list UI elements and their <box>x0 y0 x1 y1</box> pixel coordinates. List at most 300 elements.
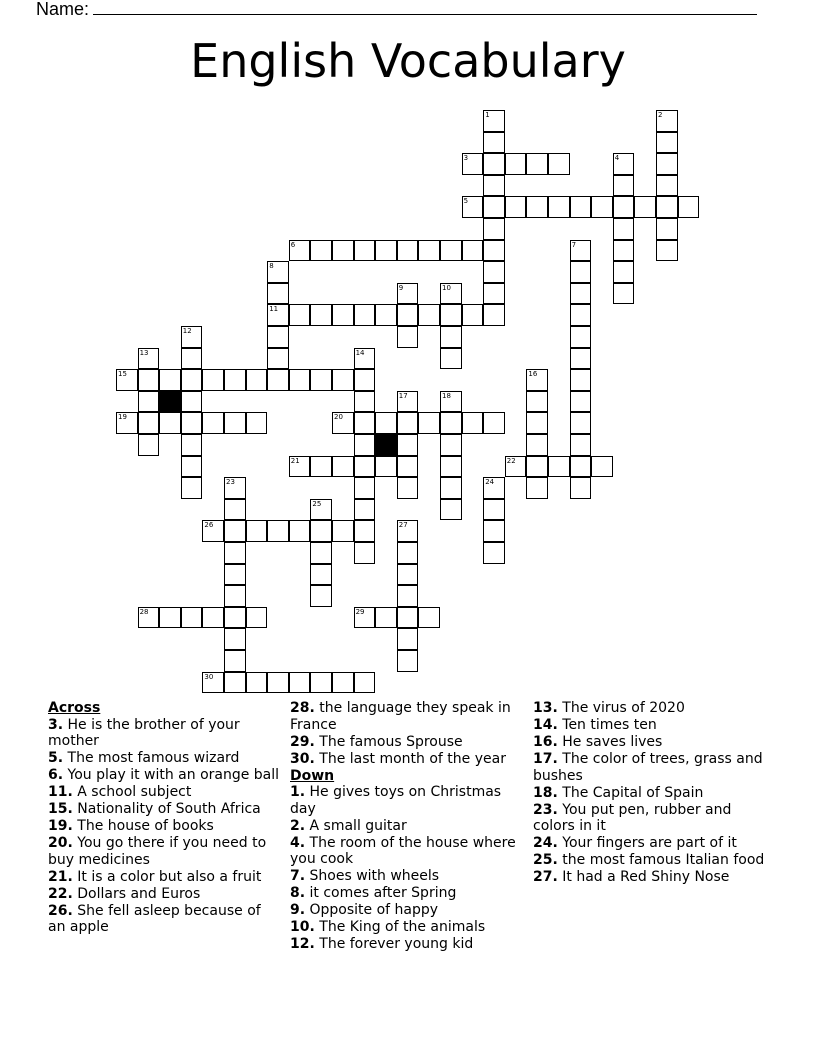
grid-cell[interactable] <box>483 542 505 564</box>
grid-cell[interactable] <box>159 369 181 391</box>
grid-cell[interactable] <box>246 672 268 694</box>
grid-cell[interactable] <box>224 650 246 672</box>
grid-cell[interactable] <box>570 240 592 262</box>
grid-cell[interactable] <box>202 607 224 629</box>
clue-number: 4 <box>614 154 620 163</box>
clue-number: 3 <box>463 154 469 163</box>
grid-cell[interactable] <box>375 304 397 326</box>
grid-cell[interactable] <box>591 456 613 478</box>
clue-number-label: 29. <box>290 733 315 750</box>
grid-cell[interactable] <box>483 132 505 154</box>
grid-cell[interactable] <box>483 110 505 132</box>
clue-across <box>48 801 280 818</box>
clue-text: Dollars and Euros <box>77 885 201 902</box>
clue-number: 7 <box>571 240 577 249</box>
grid-cell[interactable] <box>354 304 376 326</box>
grid-cell[interactable] <box>289 520 311 542</box>
grid-cell[interactable] <box>397 240 419 262</box>
clue-text: The room of the house where you cook <box>290 834 516 867</box>
clue-text: It had a Red Shiny Nose <box>562 869 730 885</box>
grid-cell[interactable] <box>397 542 419 564</box>
clue-number: 26 <box>204 521 214 530</box>
grid-cell[interactable] <box>505 196 527 218</box>
grid-cell[interactable] <box>570 477 592 499</box>
grid-cell[interactable] <box>138 369 160 391</box>
grid-cell[interactable] <box>289 456 311 478</box>
clue-column-1 <box>48 700 280 936</box>
grid-cell[interactable] <box>138 434 160 456</box>
clue-number-label: 13. <box>533 700 558 716</box>
grid-cell[interactable] <box>613 153 635 175</box>
grid-cell[interactable] <box>181 607 203 629</box>
grid-cell[interactable] <box>483 240 505 262</box>
grid-cell[interactable] <box>526 456 548 478</box>
grid-cell[interactable] <box>440 434 462 456</box>
clue-down <box>290 784 522 817</box>
grid-cell[interactable] <box>397 607 419 629</box>
clue-number: 18 <box>442 391 451 400</box>
clue-down <box>290 936 522 953</box>
clue-number-label: 27. <box>533 869 558 885</box>
grid-cell[interactable] <box>267 261 289 283</box>
grid-cell[interactable] <box>181 326 203 348</box>
clue-number-label: 21. <box>48 868 73 885</box>
clue-down <box>533 717 773 734</box>
grid-cell[interactable] <box>548 153 570 175</box>
grid-cell[interactable] <box>267 304 289 326</box>
clue-text: He gives toys on Christmas day <box>290 784 502 817</box>
grid-cell[interactable] <box>656 132 678 154</box>
grid-cell[interactable] <box>526 196 548 218</box>
grid-cell[interactable] <box>505 153 527 175</box>
grid-cell[interactable] <box>159 607 181 629</box>
grid-cell[interactable] <box>570 348 592 370</box>
clue-text: He is the brother of your mother <box>48 716 240 749</box>
clue-number: 29 <box>355 607 365 616</box>
grid-cell[interactable] <box>570 283 592 305</box>
grid-cell[interactable] <box>440 348 462 370</box>
clue-text: A small guitar <box>309 817 407 834</box>
grid-cell[interactable] <box>656 218 678 240</box>
clue-number-label: 11. <box>48 784 73 800</box>
grid-cell[interactable] <box>656 110 678 132</box>
clue-across <box>48 717 280 750</box>
grid-cell[interactable] <box>224 585 246 607</box>
grid-cell[interactable] <box>505 456 527 478</box>
clue-text: The King of the animals <box>319 919 486 935</box>
grid-cell[interactable] <box>159 412 181 434</box>
grid-cell[interactable] <box>397 628 419 650</box>
grid-cell[interactable] <box>418 412 440 434</box>
grid-cell[interactable] <box>656 240 678 262</box>
clue-across <box>48 750 280 767</box>
grid-cell[interactable] <box>354 348 376 370</box>
grid-cell[interactable] <box>483 499 505 521</box>
grid-cell[interactable] <box>310 585 332 607</box>
grid-cell[interactable] <box>289 240 311 262</box>
clue-number: 30 <box>204 672 214 681</box>
clue-number-label: 10. <box>290 919 315 935</box>
clue-column-2 <box>290 700 522 953</box>
grid-cell[interactable] <box>310 456 332 478</box>
clue-text: The famous Sprouse <box>319 733 463 750</box>
grid-cell[interactable] <box>613 175 635 197</box>
grid-cell[interactable] <box>526 434 548 456</box>
clue-column-3 <box>533 700 773 886</box>
grid-cell[interactable] <box>202 369 224 391</box>
clue-number-label: 18. <box>533 784 558 801</box>
grid-cell[interactable] <box>613 240 635 262</box>
clue-text: it comes after Spring <box>309 885 457 901</box>
grid-cell[interactable] <box>375 240 397 262</box>
grid-cell[interactable] <box>354 672 376 694</box>
grid-cell[interactable] <box>440 499 462 521</box>
grid-cell[interactable] <box>116 369 138 391</box>
grid-cell[interactable] <box>138 607 160 629</box>
clue-across <box>48 869 280 886</box>
grid-cell[interactable] <box>224 369 246 391</box>
grid-cell[interactable] <box>310 499 332 521</box>
clue-number-label: 12. <box>290 936 315 952</box>
clue-text: The house of books <box>77 818 214 834</box>
grid-cell[interactable] <box>656 196 678 218</box>
clue-down <box>533 751 773 784</box>
grid-cell[interactable] <box>138 412 160 434</box>
grid-cell[interactable] <box>462 412 484 434</box>
grid-cell[interactable] <box>310 304 332 326</box>
clue-down <box>290 818 522 835</box>
clue-across <box>48 767 280 784</box>
clue-number: 14 <box>355 348 365 357</box>
grid-cell[interactable] <box>224 564 246 586</box>
across-header: Across <box>48 700 101 716</box>
grid-cell[interactable] <box>310 672 332 694</box>
grid-cell[interactable] <box>548 196 570 218</box>
grid-cell[interactable] <box>440 304 462 326</box>
clue-number: 23 <box>226 478 235 487</box>
grid-cell[interactable] <box>591 196 613 218</box>
grid-cell[interactable] <box>267 672 289 694</box>
clue-number-label: 3. <box>48 716 64 733</box>
grid-cell[interactable] <box>570 196 592 218</box>
clue-number: 27 <box>398 521 408 530</box>
grid-cell[interactable] <box>116 412 138 434</box>
grid-cell[interactable] <box>181 434 203 456</box>
clue-number: 11 <box>269 305 279 314</box>
grid-cell[interactable] <box>267 369 289 391</box>
grid-cell[interactable] <box>613 218 635 240</box>
grid-cell[interactable] <box>332 304 354 326</box>
grid-cell[interactable] <box>634 196 656 218</box>
grid-cell[interactable] <box>613 283 635 305</box>
grid-cell[interactable] <box>224 542 246 564</box>
clue-across <box>290 751 522 768</box>
grid-cell[interactable] <box>310 564 332 586</box>
grid-cell[interactable] <box>246 520 268 542</box>
page-title: English Vocabulary <box>190 34 626 88</box>
grid-cell[interactable] <box>397 477 419 499</box>
clue-text: The last month of the year <box>319 750 506 767</box>
grid-cell[interactable] <box>224 672 246 694</box>
clue-number: 15 <box>118 370 127 379</box>
grid-cell[interactable] <box>354 434 376 456</box>
grid-cell[interactable] <box>483 175 505 197</box>
grid-cell[interactable] <box>440 326 462 348</box>
grid-cell[interactable] <box>332 412 354 434</box>
grid-cell[interactable] <box>397 326 419 348</box>
grid-cell[interactable] <box>138 391 160 413</box>
clue-number-label: 4. <box>290 834 306 851</box>
clue-number: 1 <box>485 111 490 119</box>
grid-cell[interactable] <box>526 477 548 499</box>
grid-cell[interactable] <box>181 477 203 499</box>
clue-number: 20 <box>334 413 343 422</box>
clue-text: You put pen, rubber and colors in it <box>533 801 732 834</box>
clue-text: the language they speak in France <box>290 700 511 733</box>
grid-cell[interactable] <box>526 369 548 391</box>
clue-number-label: 14. <box>533 717 558 733</box>
grid-cell[interactable] <box>354 499 376 521</box>
grid-cell[interactable] <box>354 542 376 564</box>
clue-down <box>533 785 773 802</box>
clue-across <box>48 818 280 835</box>
grid-cell[interactable] <box>224 477 246 499</box>
clue-text: You play it with an orange ball <box>67 767 280 783</box>
grid-cell[interactable] <box>138 348 160 370</box>
grid-cell[interactable] <box>375 456 397 478</box>
grid-cell[interactable] <box>462 240 484 262</box>
grid-cell[interactable] <box>397 520 419 542</box>
clue-number-label: 16. <box>533 734 558 750</box>
grid-cell[interactable] <box>440 456 462 478</box>
grid-cell[interactable] <box>526 412 548 434</box>
clue-number: 13 <box>139 348 149 357</box>
clue-number: 9 <box>398 283 404 292</box>
clue-number-label: 25. <box>533 852 558 868</box>
grid-cell[interactable] <box>397 412 419 434</box>
grid-cell[interactable] <box>483 261 505 283</box>
grid-cell[interactable] <box>483 477 505 499</box>
clue-number-label: 7. <box>290 868 306 884</box>
black-cell <box>159 391 181 413</box>
grid-cell[interactable] <box>181 456 203 478</box>
grid-cell[interactable] <box>613 261 635 283</box>
grid-cell[interactable] <box>678 196 700 218</box>
clue-text: The most famous wizard <box>67 750 240 766</box>
clue-down <box>290 902 522 919</box>
grid-cell[interactable] <box>354 607 376 629</box>
grid-cell[interactable] <box>462 196 484 218</box>
grid-cell[interactable] <box>440 477 462 499</box>
clue-text: Your fingers are part of it <box>562 835 737 851</box>
clue-across <box>48 835 280 868</box>
clue-down <box>290 885 522 902</box>
grid-cell[interactable] <box>418 607 440 629</box>
grid-cell[interactable] <box>397 391 419 413</box>
grid-cell[interactable] <box>418 240 440 262</box>
grid-cell[interactable] <box>397 434 419 456</box>
clue-across <box>48 903 280 936</box>
grid-cell[interactable] <box>397 650 419 672</box>
grid-cell[interactable] <box>656 153 678 175</box>
grid-cell[interactable] <box>354 477 376 499</box>
grid-cell[interactable] <box>267 520 289 542</box>
grid-cell[interactable] <box>440 240 462 262</box>
grid-cell[interactable] <box>375 607 397 629</box>
clue-text: the most famous Italian food <box>562 852 765 868</box>
grid-cell[interactable] <box>483 196 505 218</box>
grid-cell[interactable] <box>181 391 203 413</box>
grid-cell[interactable] <box>289 304 311 326</box>
grid-cell[interactable] <box>354 412 376 434</box>
clue-number: 5 <box>463 197 469 206</box>
clue-number-label: 23. <box>533 801 558 818</box>
grid-cell[interactable] <box>354 369 376 391</box>
grid-cell[interactable] <box>289 672 311 694</box>
grid-cell[interactable] <box>570 261 592 283</box>
clue-text: The color of trees, grass and bushes <box>533 751 763 784</box>
grid-cell[interactable] <box>440 283 462 305</box>
clue-text: Nationality of South Africa <box>77 801 261 817</box>
grid-cell[interactable] <box>375 412 397 434</box>
grid-cell[interactable] <box>483 153 505 175</box>
grid-cell[interactable] <box>354 456 376 478</box>
clue-number-label: 28. <box>290 700 315 716</box>
name-label: Name: <box>36 0 90 19</box>
clue-down <box>533 734 773 751</box>
grid-cell[interactable] <box>332 520 354 542</box>
clue-number-label: 8. <box>290 885 306 901</box>
grid-cell[interactable] <box>202 672 224 694</box>
grid-cell[interactable] <box>354 520 376 542</box>
grid-cell[interactable] <box>397 283 419 305</box>
clue-number-label: 22. <box>48 885 73 902</box>
clue-text: Ten times ten <box>562 717 657 733</box>
clue-text: Opposite of happy <box>309 902 439 918</box>
grid-cell[interactable] <box>246 369 268 391</box>
grid-cell[interactable] <box>462 304 484 326</box>
grid-cell[interactable] <box>397 585 419 607</box>
grid-cell[interactable] <box>570 456 592 478</box>
grid-cell[interactable] <box>440 412 462 434</box>
clue-down <box>533 852 773 869</box>
grid-cell[interactable] <box>267 348 289 370</box>
grid-cell[interactable] <box>462 153 484 175</box>
clue-text: Shoes with wheels <box>309 868 440 884</box>
grid-cell[interactable] <box>570 369 592 391</box>
grid-cell[interactable] <box>224 520 246 542</box>
grid-cell[interactable] <box>246 607 268 629</box>
down-header: Down <box>290 767 335 784</box>
clue-number: 6 <box>290 240 296 249</box>
clue-down <box>290 835 522 868</box>
grid-cell[interactable] <box>483 218 505 240</box>
grid-cell[interactable] <box>483 412 505 434</box>
grid-cell[interactable] <box>418 304 440 326</box>
grid-cell[interactable] <box>310 240 332 262</box>
grid-cell[interactable] <box>310 520 332 542</box>
clue-number-label: 15. <box>48 801 73 817</box>
grid-cell[interactable] <box>246 412 268 434</box>
grid-cell[interactable] <box>181 412 203 434</box>
grid-cell[interactable] <box>202 520 224 542</box>
grid-cell[interactable] <box>224 412 246 434</box>
grid-cell[interactable] <box>570 326 592 348</box>
grid-cell[interactable] <box>397 304 419 326</box>
grid-cell[interactable] <box>570 412 592 434</box>
grid-cell[interactable] <box>310 369 332 391</box>
clue-down <box>533 802 773 835</box>
grid-cell[interactable] <box>354 391 376 413</box>
grid-cell[interactable] <box>289 369 311 391</box>
grid-cell[interactable] <box>224 607 246 629</box>
clue-text: She fell asleep because of an apple <box>48 902 261 935</box>
clue-down <box>290 919 522 936</box>
clue-text: It is a color but also a fruit <box>77 868 262 885</box>
grid-cell[interactable] <box>181 348 203 370</box>
clue-number: 2 <box>658 111 663 119</box>
clue-number: 21 <box>290 456 300 465</box>
clue-number: 16 <box>528 370 538 379</box>
grid-cell[interactable] <box>548 456 570 478</box>
grid-cell[interactable] <box>354 240 376 262</box>
clue-number-label: 2. <box>290 817 306 834</box>
grid-cell[interactable] <box>224 499 246 521</box>
grid-cell[interactable] <box>483 283 505 305</box>
clue-number: 8 <box>269 262 274 271</box>
grid-cell[interactable] <box>656 175 678 197</box>
clue-number-label: 20. <box>48 835 73 851</box>
grid-cell[interactable] <box>332 369 354 391</box>
grid-cell[interactable] <box>570 434 592 456</box>
grid-cell[interactable] <box>570 304 592 326</box>
clue-number-label: 5. <box>48 750 64 766</box>
grid-cell[interactable] <box>267 326 289 348</box>
clue-number: 28 <box>139 607 149 616</box>
grid-cell[interactable] <box>483 304 505 326</box>
grid-cell[interactable] <box>310 542 332 564</box>
grid-cell[interactable] <box>397 456 419 478</box>
clue-number: 24 <box>485 478 495 487</box>
grid-cell[interactable] <box>570 391 592 413</box>
clue-down <box>533 869 773 886</box>
clue-number: 22 <box>506 456 516 465</box>
clue-number-label: 17. <box>533 751 558 767</box>
clue-number: 25 <box>312 499 322 508</box>
grid-cell[interactable] <box>440 391 462 413</box>
grid-cell[interactable] <box>526 391 548 413</box>
grid-cell[interactable] <box>613 196 635 218</box>
grid-cell[interactable] <box>181 369 203 391</box>
grid-cell[interactable] <box>202 412 224 434</box>
grid-cell[interactable] <box>332 240 354 262</box>
clue-text: The Capital of Spain <box>562 784 704 801</box>
clue-text: A school subject <box>77 784 192 800</box>
grid-cell[interactable] <box>332 672 354 694</box>
grid-cell[interactable] <box>526 153 548 175</box>
grid-cell[interactable] <box>224 628 246 650</box>
grid-cell[interactable] <box>483 520 505 542</box>
clue-across <box>290 734 522 751</box>
grid-cell[interactable] <box>397 564 419 586</box>
clue-number-label: 30. <box>290 750 315 767</box>
clue-number-label: 24. <box>533 835 558 851</box>
clue-text: You go there if you need to buy medicines <box>48 835 267 868</box>
grid-cell[interactable] <box>267 283 289 305</box>
grid-cell[interactable] <box>332 456 354 478</box>
clue-number-label: 9. <box>290 902 306 918</box>
clue-number: 12 <box>182 327 192 335</box>
